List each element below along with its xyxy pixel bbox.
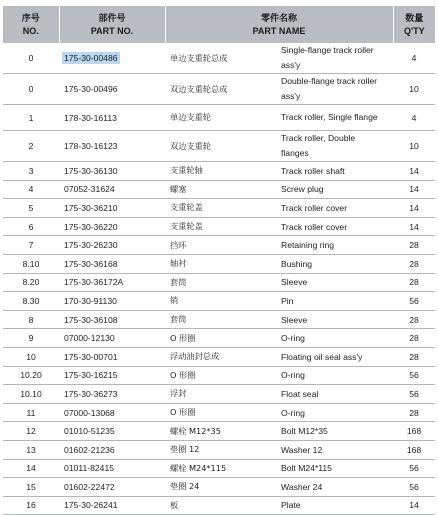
row-no: 14 xyxy=(3,459,59,478)
row-name-cn: 浮封 xyxy=(165,385,281,404)
parts-table xyxy=(3,6,435,515)
table-row xyxy=(3,422,435,441)
row-qty: 28 xyxy=(393,403,435,422)
table-row xyxy=(3,310,435,329)
table-row xyxy=(3,236,435,255)
table-row xyxy=(3,217,435,236)
row-name-cn: 板 xyxy=(165,496,281,515)
table-row xyxy=(3,347,435,366)
row-name-en: Track roller shaft xyxy=(281,162,393,181)
row-name-cn: 双边支重轮 xyxy=(165,131,281,162)
row-name-cn: 双边支重轮总成 xyxy=(165,74,281,105)
row-name-en: Washer 12 xyxy=(281,440,393,459)
row-name-en: Track roller, Double flanges xyxy=(281,133,356,158)
row-name-cn: 螺栓 M24*115 xyxy=(165,459,281,478)
row-no: 5 xyxy=(3,199,59,218)
row-name-en: O-ring xyxy=(281,329,393,348)
row-no: 16 xyxy=(3,496,59,515)
row-name-cn: 销 xyxy=(165,292,281,311)
row-qty: 10 xyxy=(393,74,435,105)
table-row xyxy=(3,496,435,515)
table-body xyxy=(3,43,435,515)
table-row xyxy=(3,199,435,218)
row-part-number: 175-30-36210 xyxy=(59,199,165,218)
row-part-number: 01602-21236 xyxy=(59,440,165,459)
row-qty: 14 xyxy=(393,162,435,181)
row-no: 8.20 xyxy=(3,273,59,292)
row-qty: 14 xyxy=(393,180,435,199)
row-name-cn: 单边支重轮总成 xyxy=(165,43,281,74)
row-qty: 28 xyxy=(393,310,435,329)
row-qty: 14 xyxy=(393,199,435,218)
header-part-en: PART NO. xyxy=(59,25,165,43)
row-part-number: 01602-22472 xyxy=(59,478,165,497)
row-qty: 14 xyxy=(393,496,435,515)
row-name-cn: 套筒 xyxy=(165,273,281,292)
row-qty: 28 xyxy=(393,254,435,273)
row-qty: 56 xyxy=(393,385,435,404)
row-name-en: O-ring xyxy=(281,366,393,385)
row-qty: 56 xyxy=(393,478,435,497)
table-row xyxy=(3,180,435,199)
row-no: 4 xyxy=(3,180,59,199)
row-name-en: Bushing xyxy=(281,254,393,273)
row-no: 9 xyxy=(3,329,59,348)
table-row xyxy=(3,162,435,181)
row-name-cn: 轴衬 xyxy=(165,254,281,273)
row-part-number: 175-30-36108 xyxy=(59,310,165,329)
table-row xyxy=(3,478,435,497)
row-part-number: 01011-82415 xyxy=(59,459,165,478)
row-qty: 28 xyxy=(393,273,435,292)
table-row xyxy=(3,440,435,459)
row-name-cn: 挡环 xyxy=(165,236,281,255)
row-no: 12 xyxy=(3,422,59,441)
row-no: 0 xyxy=(3,74,59,105)
row-no: 10.20 xyxy=(3,366,59,385)
row-qty: 168 xyxy=(393,422,435,441)
row-no: 13 xyxy=(3,440,59,459)
row-name-en: Track roller, Single flange xyxy=(281,112,378,122)
row-name-cn: 支重轮轴 xyxy=(165,162,281,181)
header-name-en: PART NAME xyxy=(165,25,393,43)
row-qty: 4 xyxy=(393,105,435,131)
row-name-en: Track roller cover xyxy=(281,199,393,218)
row-name-en: Bolt M24*115 xyxy=(281,459,393,478)
row-no: 0 xyxy=(3,43,59,74)
row-no: 15 xyxy=(3,478,59,497)
row-name-cn: 浮动油封总成 xyxy=(165,347,281,366)
row-name-en: Single-flange track roller ass'y xyxy=(281,45,374,70)
header-part-cn: 部件号 xyxy=(59,6,165,25)
row-qty: 10 xyxy=(393,131,435,162)
row-no: 1 xyxy=(3,105,59,131)
row-qty: 14 xyxy=(393,217,435,236)
row-part-number: 178-30-16113 xyxy=(59,105,165,131)
row-no: 8 xyxy=(3,310,59,329)
row-name-cn: 螺塞 xyxy=(165,180,281,199)
row-name-cn: 螺栓 M12*35 xyxy=(165,422,281,441)
table-row xyxy=(3,366,435,385)
row-part-number: 07000-12130 xyxy=(59,329,165,348)
row-name-cn: O 形圈 xyxy=(165,403,281,422)
header-seq-cn: 序号 xyxy=(3,6,59,25)
row-name-en: Pin xyxy=(281,292,393,311)
row-part-number: 175-30-26241 xyxy=(59,496,165,515)
row-qty: 168 xyxy=(393,440,435,459)
row-part-number: 175-30-36220 xyxy=(59,217,165,236)
row-part-number: 175-30-00486 xyxy=(64,53,118,63)
row-qty: 4 xyxy=(393,43,435,74)
row-name-en: Double-flange track roller ass'y xyxy=(281,76,378,101)
row-name-cn: 垫圈 24 xyxy=(165,478,281,497)
row-qty: 56 xyxy=(393,292,435,311)
table-row xyxy=(3,329,435,348)
row-no: 8.30 xyxy=(3,292,59,311)
table-row xyxy=(3,459,435,478)
row-part-number: 01010-51235 xyxy=(59,422,165,441)
row-name-cn: 垫圈 12 xyxy=(165,440,281,459)
row-name-en: O-ring xyxy=(281,403,393,422)
row-name-en: Track roller cover xyxy=(281,217,393,236)
row-part-number: 07052-31624 xyxy=(59,180,165,199)
row-part-number: 175-30-36168 xyxy=(59,254,165,273)
row-no: 7 xyxy=(3,236,59,255)
row-no: 3 xyxy=(3,162,59,181)
row-part-number: 07000-13068 xyxy=(59,403,165,422)
table-row xyxy=(3,403,435,422)
table-row xyxy=(3,292,435,311)
row-part-number: 175-30-36172A xyxy=(59,273,165,292)
parts-table-container xyxy=(3,6,435,515)
row-name-cn: O 形圈 xyxy=(165,329,281,348)
row-name-en: Retaining ring xyxy=(281,236,393,255)
row-name-cn: 支重轮盖 xyxy=(165,199,281,218)
row-name-cn: 套筒 xyxy=(165,310,281,329)
row-no: 10 xyxy=(3,347,59,366)
header-seq-en: NO. xyxy=(3,25,59,43)
table-row xyxy=(3,105,435,131)
row-name-en: Screw plug xyxy=(281,180,393,199)
row-qty: 28 xyxy=(393,347,435,366)
row-part-number: 175-30-36130 xyxy=(59,162,165,181)
row-name-en: Plate xyxy=(281,496,393,515)
row-part-number: 175-30-36273 xyxy=(59,385,165,404)
row-part-number: 175-30-00701 xyxy=(59,347,165,366)
row-qty: 56 xyxy=(393,459,435,478)
row-name-en: Sleeve xyxy=(281,310,393,329)
table-header xyxy=(3,6,435,43)
table-row xyxy=(3,74,435,105)
row-name-en: Bolt M12*35 xyxy=(281,422,393,441)
row-name-en: Sleeve xyxy=(281,273,393,292)
row-qty: 28 xyxy=(393,236,435,255)
row-part-number: 170-30-91130 xyxy=(59,292,165,311)
row-no: 6 xyxy=(3,217,59,236)
row-qty: 28 xyxy=(393,329,435,348)
header-qty-en: Q'TY xyxy=(393,25,435,43)
row-no: 8.10 xyxy=(3,254,59,273)
row-part-number: 175-30-16215 xyxy=(59,366,165,385)
row-name-cn: O 形圈 xyxy=(165,366,281,385)
table-row xyxy=(3,254,435,273)
table-row xyxy=(3,385,435,404)
row-name-en: Washer 24 xyxy=(281,478,393,497)
row-name-cn: 单边支重轮 xyxy=(165,105,281,131)
row-name-cn: 支重轮盖 xyxy=(165,217,281,236)
row-qty: 56 xyxy=(393,366,435,385)
row-part-number: 175-30-26230 xyxy=(59,236,165,255)
row-part-number: 175-30-00496 xyxy=(59,74,165,105)
table-row xyxy=(3,131,435,162)
row-name-en: Floating oil seal ass'y xyxy=(281,347,393,366)
table-row xyxy=(3,43,435,74)
header-name-cn: 零件名称 xyxy=(165,6,393,25)
table-row xyxy=(3,273,435,292)
row-name-en: Float seal xyxy=(281,385,393,404)
row-no: 2 xyxy=(3,131,59,162)
row-no: 11 xyxy=(3,403,59,422)
row-part-number: 178-30-16123 xyxy=(59,131,165,162)
row-no: 10.10 xyxy=(3,385,59,404)
header-qty-cn: 数量 xyxy=(393,6,435,25)
